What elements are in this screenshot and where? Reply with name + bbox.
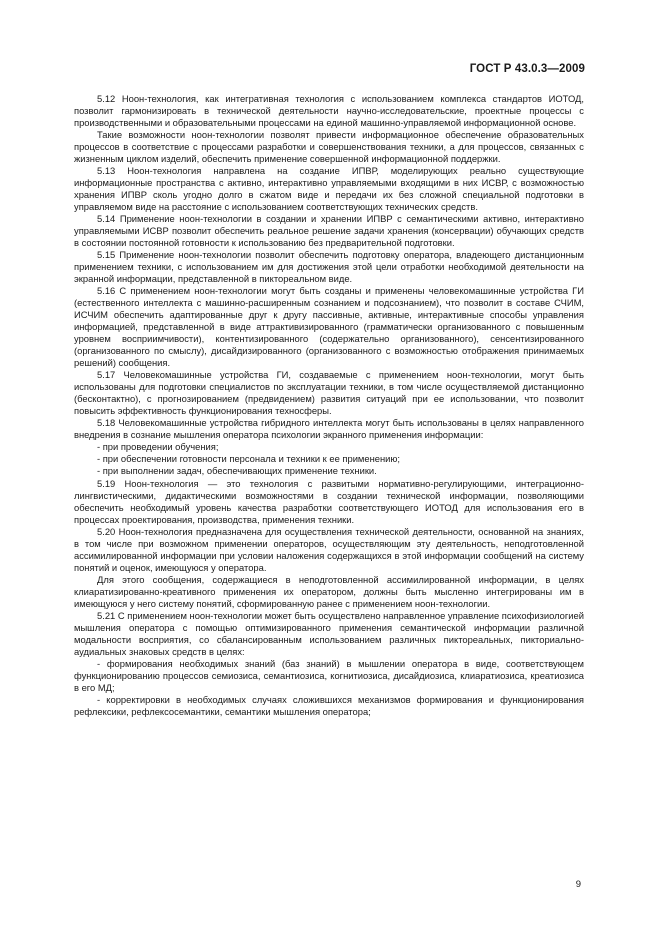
paragraph-5-12-continued: Такие возможности ноон-технологии позволят привести информационное обеспечение образовательных процессов в соответствие с процессами разработки и совершенствования техники, а для процессов, связанных с жизненным циклом изделий, обеспечить применение совершенной информационной поддержки. <box>74 129 584 165</box>
list-item: - при проведении обучения; <box>97 441 219 453</box>
paragraph-5-20-continued: Для этого сообщения, содержащиеся в неподготовленной ассимилированной информации, в целях клиаратизированно-креативного применения их оператором, должны быть мысленно интегрированы им в имеющуюся у него систему понятий, сформированную ранее с применением ноон-технологии. <box>74 573 584 609</box>
page-content <box>74 93 584 718</box>
paragraph-5-16: 5.16 С применением ноон-технологии могут быть созданы и применены человекомашинные устройства ГИ (естественного интеллекта с машинно-расширенным сознанием и подсознанием), что позволит в составе СЧИМ, ИСЧИМ обеспечить адаптированные друг к другу пассивные, активные, интерактивные способы управления информацией, представленной в виде аттрактивизированного (грамматически организованного с повышенным уровнем восприимчивости), контентизированного (содержательно организованного), сенсентизированного (организованного по смыслу), дисайдизированного (организованного с возможностью отображения принимаемых решений) сообщения. <box>74 285 584 369</box>
paragraph-5-13: 5.13 Ноон-технология направлена на создание ИПВР, моделирующих реально существующие информационные пространства с активно, интерактивно управляемыми входящими в них ИСВР, с возможностью хранения ИПВР сколь угодно долго в сжатом виде и передачи их без сложной специальной подготовки в управляемом виде на расстояние с использованием соответствующих технических средств. <box>74 165 584 213</box>
paragraph-5-15: 5.15 Применение ноон-технологии позволит обеспечить подготовку оператора, владеющего дистанционным применением техники, с использованием им для достижения этой цели отработки необходимой деятельности на экранной информации, представленной в пиктореальном виде. <box>74 249 584 285</box>
document-header: ГОСТ Р 43.0.3—2009 <box>469 63 585 75</box>
list-item: - при обеспечении готовности персонала и техники к ее применению; <box>97 453 401 465</box>
paragraph-5-21: 5.21 С применением ноон-технологии может быть осуществлено направленное управление психофизиологией мышления оператора с помощью оптимизированного применения семантической информации различной модальности восприятия, со сбалансированным использованием различных пиктореальных, пикториально-аудиальных знаковых средств в целях: <box>74 609 584 657</box>
paragraph-5-20: 5.20 Ноон-технология предназначена для осуществления технической деятельности, основанной на знаниях, в том числе при возможном применении операторов, осуществляющим эту деятельность, неподготовленной ассимилированной информации при условии наложения содержащихся в этой информации сообщений на систему понятий и оценок, имеющуюся у оператора. <box>74 525 584 573</box>
paragraph-5-17: 5.17 Человекомашинные устройства ГИ, создаваемые с применением ноон-технологии, могут быть использованы для подготовки специалистов по эксплуатации техники, в том числе осуществляемой дистанционно (бесконтактно), с прогнозированием (предвидением) развития ситуаций при ее использовании, что позволит повысить эффективность функционирования техносферы. <box>74 369 584 417</box>
paragraph-5-19: 5.19 Ноон-технология — это технология с развитыми нормативно-регулирующими, интеграционно-лингвистическими, дидактическими возможностями в создании технической информации, позволяющими обеспечить необходимый уровень качества разработки соответствующего ИОТОД для использования его в процессах проектирования, производства, применения техники. <box>74 477 584 525</box>
list-item: - корректировки в необходимых случаях сложившихся механизмов формирования и функционирования рефлексики, рефлексосемантики, семантики мышления оператора; <box>74 693 584 717</box>
paragraph-5-14: 5.14 Применение ноон-технологии в создании и хранении ИПВР с семантическими активно, интерактивно управляемыми ИСВР позволит обеспечить реальное решение задачи хранения (консервации) обучающих средств в состоянии постоянной готовности к использованию без предварительной подготовки. <box>74 213 584 249</box>
paragraph-5-18: 5.18 Человекомашинные устройства гибридного интеллекта могут быть использованы в целях направленного внедрения в сознание мышления оператора психологии экранного применения информации: <box>74 417 584 441</box>
list-item: - при выполнении задач, обеспечивающих применение техники. <box>97 465 377 477</box>
paragraph-5-12: 5.12 Ноон-технология, как интегративная технология с использованием комплекса стандартов ИОТОД, позволит гармонизировать в технической деятельности научно-исследовательские, проектные процессы с производственными и образовательными процессами на единой машинно-управляемой информационной основе. <box>74 93 584 129</box>
page-number: 9 <box>575 879 581 890</box>
list-item: - формирования необходимых знаний (баз знаний) в мышлении оператора в виде, соответствующем функционированию процессов семиозиса, семантиозиса, когнитиозиса, дисайдиозиса, клиаратиозиса, креатиозиса в его МД; <box>74 657 584 693</box>
